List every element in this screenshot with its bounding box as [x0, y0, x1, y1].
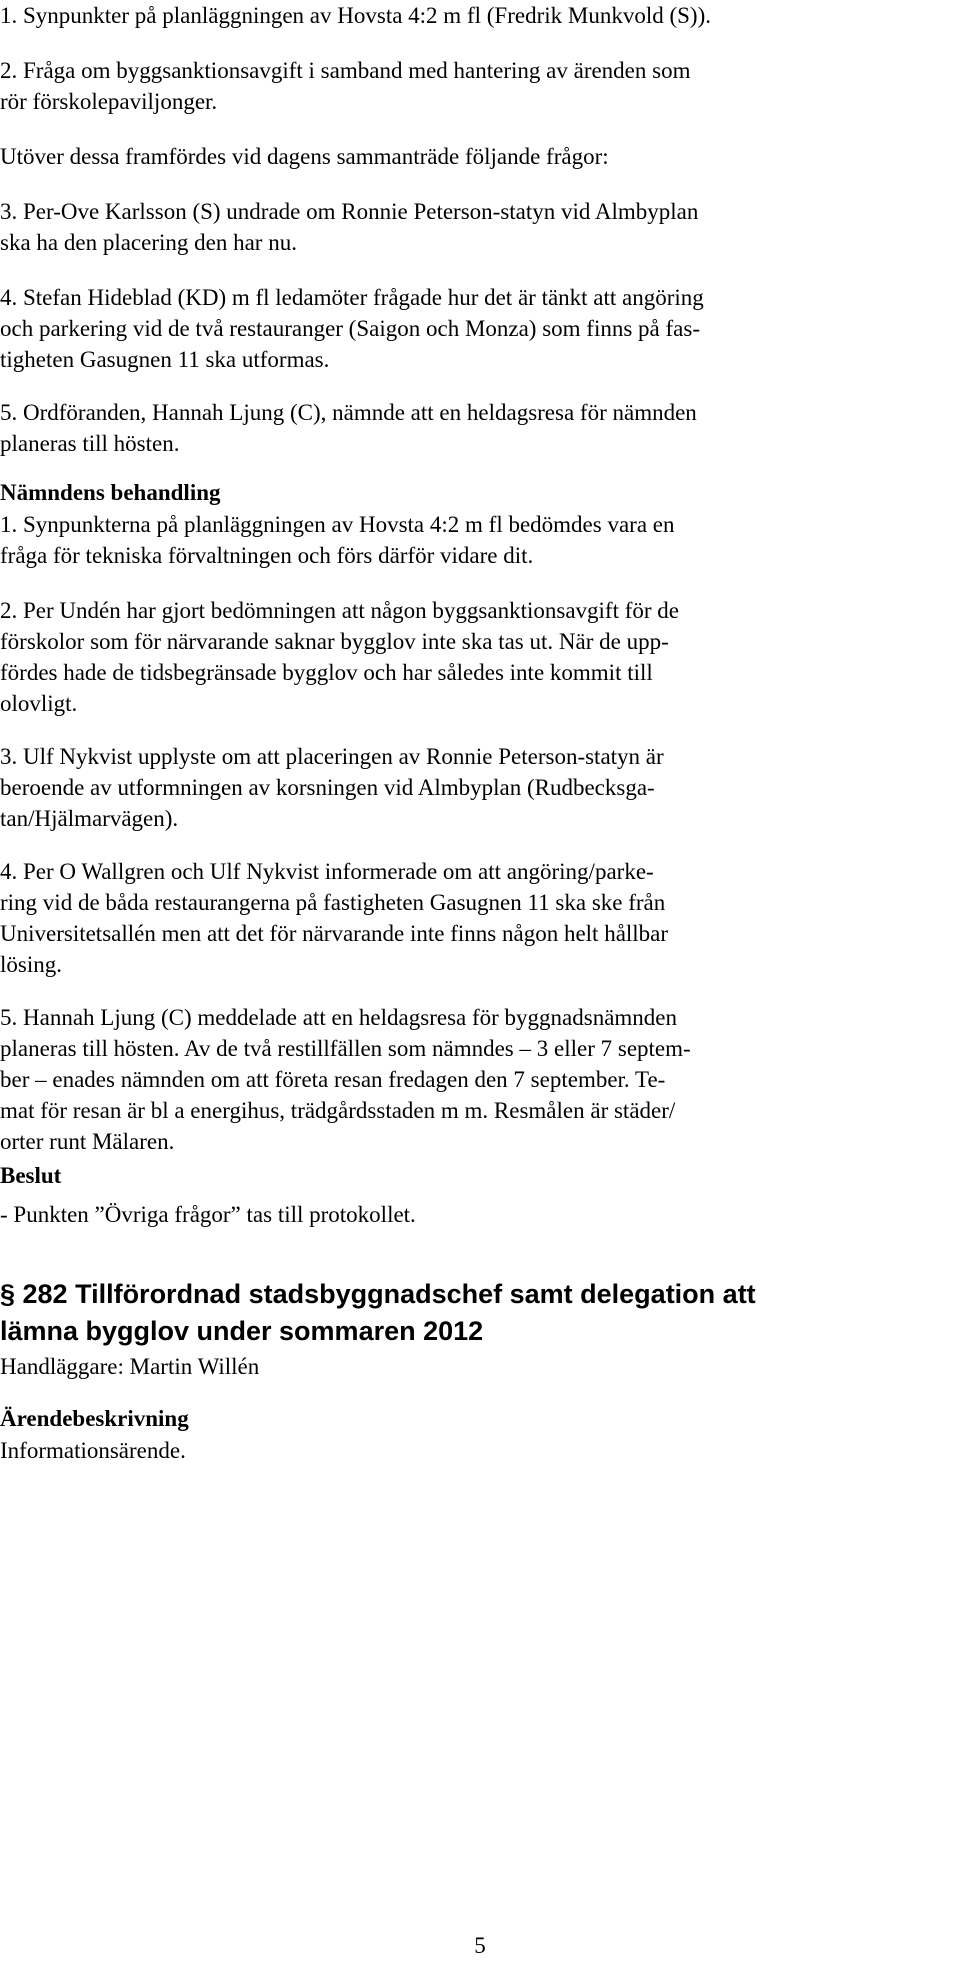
- text-line: 4. Per O Wallgren och Ulf Nykvist informerade om att angöring/parke-: [0, 859, 654, 884]
- paragraph-treatment-1: [0, 509, 940, 571]
- text-line: förskolor som för närvarande saknar bygglov inte ska tas ut. När de upp-: [0, 629, 669, 654]
- paragraph-treatment-5: [0, 1002, 940, 1157]
- section-title: [0, 1276, 940, 1350]
- text-line: mat för resan är bl a energihus, trädgårdsstaden m m. Resmålen är städer/: [0, 1098, 676, 1123]
- text-line: 4. Stefan Hideblad (KD) m fl ledamöter frågade hur det är tänkt att angöring: [0, 285, 704, 310]
- text-line: 5. Hannah Ljung (C) meddelade att en heldagsresa för byggnadsnämnden: [0, 1005, 678, 1030]
- text-line: olovligt.: [0, 691, 78, 716]
- text-line: 1. Synpunkterna på planläggningen av Hovsta 4:2 m fl bedömdes vara en: [0, 512, 675, 537]
- paragraph-item-1: [0, 0, 940, 31]
- text-line: tan/Hjälmarvägen).: [0, 806, 179, 831]
- section-title-line: § 282 Tillförordnad stadsbyggnadschef samt delegation att: [0, 1279, 756, 1309]
- paragraph-intro-questions: [0, 141, 940, 172]
- text-line: fördes hade de tidsbegränsade bygglov och har således inte kommit till: [0, 660, 653, 685]
- text-line: lösing.: [0, 952, 62, 977]
- text-line: ber – enades nämnden om att företa resan fredagen den 7 september. Te-: [0, 1067, 666, 1092]
- text-line: beroende av utformningen av korsningen vid Almbyplan (Rudbecksga-: [0, 775, 655, 800]
- text-line: - Punkten ”Övriga frågor” tas till protokollet.: [0, 1202, 416, 1227]
- text-line: planeras till hösten.: [0, 431, 180, 456]
- text-line: tigheten Gasugnen 11 ska utformas.: [0, 347, 330, 372]
- text-line: rör förskolepaviljonger.: [0, 89, 218, 114]
- case-description: Informationsärende.: [0, 1438, 186, 1463]
- text-line: 1. Synpunkter på planläggningen av Hovsta 4:2 m fl (Fredrik Munkvold (S)).: [0, 3, 711, 28]
- text-line: 3. Ulf Nykvist upplyste om att placeringen av Ronnie Peterson-statyn är: [0, 744, 664, 769]
- text-line: ring vid de båda restaurangerna på fastigheten Gasugnen 11 ska ske från: [0, 890, 666, 915]
- text-line: 2. Fråga om byggsanktionsavgift i samband med hantering av ärenden som: [0, 58, 691, 83]
- page-number: 5: [474, 1933, 486, 1958]
- paragraph-item-2: [0, 55, 940, 117]
- text-line: orter runt Mälaren.: [0, 1129, 175, 1154]
- text-line: fråga för tekniska förvaltningen och förs därför vidare dit.: [0, 543, 534, 568]
- handler-line: Handläggare: Martin Willén: [0, 1354, 260, 1379]
- heading-arendebeskrivning: Ärendebeskrivning: [0, 1406, 189, 1431]
- text-line: 5. Ordföranden, Hannah Ljung (C), nämnde att en heldagsresa för nämnden: [0, 400, 697, 425]
- section-title-line: lämna bygglov under sommaren 2012: [0, 1316, 484, 1346]
- text-line: planeras till hösten. Av de två restillfällen som nämndes – 3 eller 7 septem-: [0, 1036, 691, 1061]
- text-line: Universitetsallén men att det för närvarande inte finns någon helt hållbar: [0, 921, 669, 946]
- heading-namndens-behandling: Nämndens behandling: [0, 480, 221, 505]
- text-line: och parkering vid de två restauranger (Saigon och Monza) som finns på fas-: [0, 316, 700, 341]
- paragraph-treatment-2: [0, 595, 940, 719]
- text-line: 3. Per-Ove Karlsson (S) undrade om Ronnie Peterson-statyn vid Almbyplan: [0, 199, 699, 224]
- paragraph-item-3: [0, 196, 940, 258]
- paragraph-treatment-3: [0, 741, 940, 834]
- heading-beslut: Beslut: [0, 1163, 62, 1188]
- text-line: 2. Per Undén har gjort bedömningen att någon byggsanktionsavgift för de: [0, 598, 679, 623]
- paragraph-treatment-4: [0, 856, 940, 980]
- paragraph-item-5: [0, 397, 940, 459]
- text-line: ska ha den placering den har nu.: [0, 230, 297, 255]
- paragraph-decision: [0, 1199, 940, 1230]
- paragraph-item-4: [0, 282, 940, 375]
- text-line: Utöver dessa framfördes vid dagens sammanträde följande frågor:: [0, 144, 609, 169]
